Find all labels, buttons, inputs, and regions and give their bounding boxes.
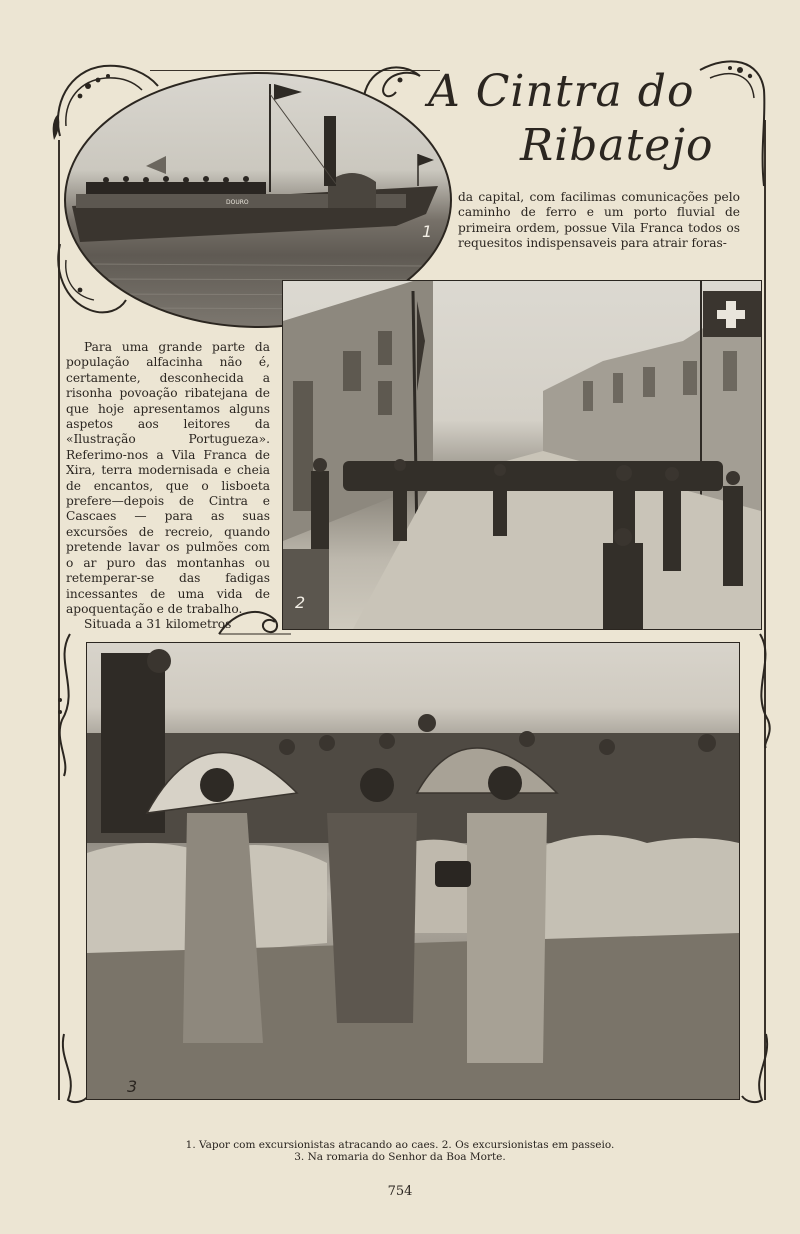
photo-number-1: 1 — [422, 222, 433, 241]
frame-right-line — [764, 120, 766, 1100]
article-text-right: da capital, com facilimas comunicações pelo caminho de ferro e um porto fluvial de primeira ordem, possue Vila Franca todos os requesitos indispensaveis para atrair foras- — [458, 190, 740, 251]
article-text-left — [66, 340, 270, 633]
boat-name-label: DOURO — [226, 199, 249, 206]
title-line-1: A Cintra do — [428, 66, 695, 117]
street-illustration — [283, 281, 761, 629]
title-line-2: Ribatejo — [520, 120, 714, 171]
photo-number-3: 3 — [127, 1077, 138, 1096]
article-text-left-p1: Para uma grande parte da população alfacinha não é, certamente, desconhecida a risonha povoação ribatejana de que hoje apresentamos alguns aspetos aos leitores da «Ilustração Portugueza». Referimo-nos a Vila Franca de Xira, terra modernisada e cheia de encantos, que o lisboeta prefere—depois de Cintra e Cascaes — para as suas excursões de recreio, quando pretende lavar os pulmões com o ar puro das montanhas ou retemperar-se das fadigas incessantes de uma vida de apoquentação e de trabalho. — [66, 340, 270, 616]
pilgrimage-illustration — [87, 643, 739, 1099]
caption-line-1: 1. Vapor com excursionistas atracando ao caes. 2. Os excursionistas em passeio. — [185, 1139, 615, 1151]
ornament-right-lower-icon — [740, 630, 780, 750]
photo-pilgrimage — [86, 642, 740, 1100]
ornament-bottom-right-icon — [736, 1030, 776, 1110]
caption-line-2: 3. Na romaria do Senhor da Boa Morte. — [294, 1151, 506, 1163]
article-title — [420, 60, 760, 180]
photo-number-2: 2 — [295, 593, 306, 612]
photo-street-procession — [282, 280, 762, 630]
ornament-left-lower-icon — [50, 630, 90, 780]
article-text-left-p2: Situada a 31 kilometros — [84, 617, 232, 632]
page-number: 754 — [387, 1184, 413, 1199]
